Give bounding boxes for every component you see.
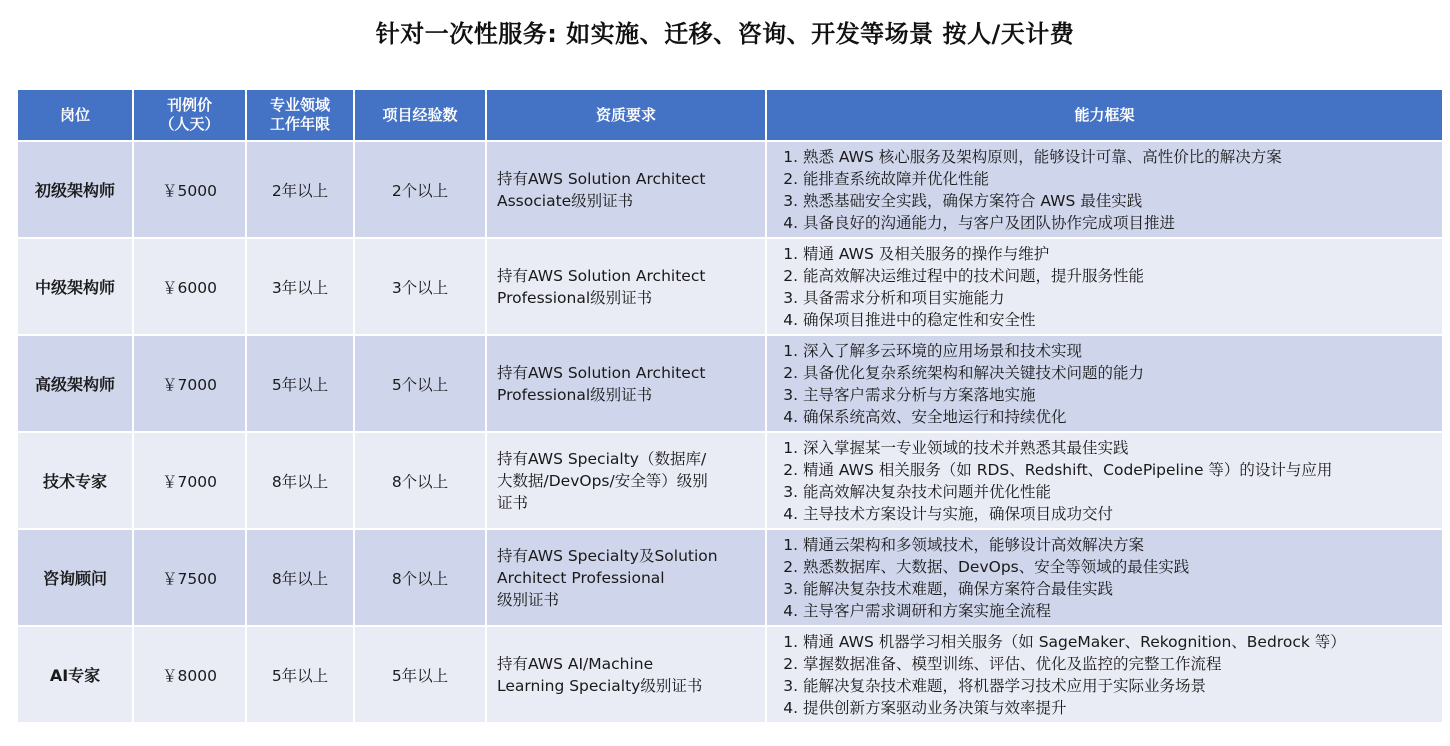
ability-item: 3. 能解决复杂技术难题，确保方案符合最佳实践 — [803, 578, 1432, 600]
table-header-row — [17, 89, 1443, 141]
ability-item: 1. 深入掌握某一专业领域的技术并熟悉其最佳实践 — [803, 437, 1432, 459]
projects-cell: 3个以上 — [354, 238, 486, 335]
price-cell: ￥6000 — [133, 238, 246, 335]
qualification-line: Professional级别证书 — [497, 288, 653, 307]
qualification-line: Professional级别证书 — [497, 385, 653, 404]
table-row — [17, 626, 1443, 723]
ability-item: 4. 提供创新方案驱动业务决策与效率提升 — [803, 697, 1432, 719]
qualification-line: 持有AWS AI/Machine — [497, 654, 654, 673]
ability-item: 1. 熟悉 AWS 核心服务及架构原则，能够设计可靠、高性价比的解决方案 — [803, 146, 1432, 168]
pricing-table — [16, 88, 1444, 724]
ability-item: 4. 主导客户需求调研和方案实施全流程 — [803, 600, 1432, 622]
qualification-line: 持有AWS Specialty及Solution — [497, 546, 718, 565]
years-cell: 3年以上 — [246, 238, 354, 335]
qualification-line: 大数据/DevOps/安全等）级别 — [497, 471, 708, 490]
years-cell: 8年以上 — [246, 432, 354, 529]
qualification-cell — [486, 529, 766, 626]
ability-item: 2. 能高效解决运维过程中的技术问题，提升服务性能 — [803, 265, 1432, 287]
ability-item: 3. 主导客户需求分析与方案落地实施 — [803, 384, 1432, 406]
ability-item: 4. 确保项目推进中的稳定性和安全性 — [803, 309, 1432, 331]
page-title: 针对一次性服务: 如实施、迁移、咨询、开发等场景 按人/天计费 — [375, 20, 1075, 48]
header-years-line2: 工作年限 — [269, 115, 330, 133]
ability-item: 4. 主导技术方案设计与实施，确保项目成功交付 — [803, 503, 1432, 525]
ability-item: 2. 掌握数据准备、模型训练、评估、优化及监控的完整工作流程 — [803, 653, 1432, 675]
qualification-line: 持有AWS Solution Architect — [497, 169, 706, 188]
role-cell: 咨询顾问 — [17, 529, 133, 626]
role-cell: 中级架构师 — [17, 238, 133, 335]
qualification-cell — [486, 141, 766, 238]
header-qualification: 资质要求 — [486, 89, 766, 141]
table-row — [17, 335, 1443, 432]
ability-list — [777, 437, 1432, 525]
price-cell: ￥7500 — [133, 529, 246, 626]
qualification-line: 证书 — [497, 493, 529, 512]
table-row — [17, 432, 1443, 529]
projects-cell: 8个以上 — [354, 432, 486, 529]
table-row — [17, 529, 1443, 626]
ability-item: 3. 能高效解决复杂技术问题并优化性能 — [803, 481, 1432, 503]
price-cell: ￥7000 — [133, 432, 246, 529]
ability-cell — [766, 432, 1443, 529]
header-years — [246, 89, 354, 141]
price-cell: ￥5000 — [133, 141, 246, 238]
ability-cell — [766, 529, 1443, 626]
qualification-line: Learning Specialty级别证书 — [497, 676, 703, 695]
role-cell: 初级架构师 — [17, 141, 133, 238]
ability-item: 1. 精通 AWS 及相关服务的操作与维护 — [803, 243, 1432, 265]
ability-list — [777, 243, 1432, 331]
role-cell: 高级架构师 — [17, 335, 133, 432]
ability-item: 4. 确保系统高效、安全地运行和持续优化 — [803, 406, 1432, 428]
role-cell: AI专家 — [17, 626, 133, 723]
ability-cell — [766, 335, 1443, 432]
ability-cell — [766, 626, 1443, 723]
projects-cell: 5个以上 — [354, 335, 486, 432]
ability-item: 3. 能解决复杂技术难题，将机器学习技术应用于实际业务场景 — [803, 675, 1432, 697]
table-row — [17, 238, 1443, 335]
years-cell: 2年以上 — [246, 141, 354, 238]
price-cell: ￥8000 — [133, 626, 246, 723]
ability-item: 1. 深入了解多云环境的应用场景和技术实现 — [803, 340, 1432, 362]
years-cell: 5年以上 — [246, 335, 354, 432]
ability-item: 2. 精通 AWS 相关服务（如 RDS、Redshift、CodePipeline 等）的设计与应用 — [803, 459, 1432, 481]
header-price — [133, 89, 246, 141]
years-cell: 8年以上 — [246, 529, 354, 626]
ability-cell — [766, 238, 1443, 335]
qualification-line: Architect Professional — [497, 568, 665, 587]
table-body — [17, 141, 1443, 723]
ability-item: 2. 能排查系统故障并优化性能 — [803, 168, 1432, 190]
header-price-line1: 刊例价 — [166, 96, 212, 114]
qualification-cell — [486, 238, 766, 335]
role-cell: 技术专家 — [17, 432, 133, 529]
table-row — [17, 141, 1443, 238]
ability-item: 3. 熟悉基础安全实践，确保方案符合 AWS 最佳实践 — [803, 190, 1432, 212]
header-role: 岗位 — [17, 89, 133, 141]
ability-item: 2. 具备优化复杂系统架构和解决关键技术问题的能力 — [803, 362, 1432, 384]
ability-item: 1. 精通 AWS 机器学习相关服务（如 SageMaker、Rekognition、Bedrock 等） — [803, 631, 1432, 653]
ability-cell — [766, 141, 1443, 238]
header-years-line1: 专业领域 — [269, 96, 330, 114]
ability-list — [777, 631, 1432, 719]
qualification-line: 持有AWS Solution Architect — [497, 266, 706, 285]
projects-cell: 2个以上 — [354, 141, 486, 238]
qualification-line: 持有AWS Specialty（数据库/ — [497, 449, 707, 468]
ability-list — [777, 534, 1432, 622]
qualification-line: 持有AWS Solution Architect — [497, 363, 706, 382]
header-ability: 能力框架 — [766, 89, 1443, 141]
ability-item: 1. 精通云架构和多领域技术，能够设计高效解决方案 — [803, 534, 1432, 556]
ability-item: 4. 具备良好的沟通能力，与客户及团队协作完成项目推进 — [803, 212, 1432, 234]
ability-item: 2. 熟悉数据库、大数据、DevOps、安全等领域的最佳实践 — [803, 556, 1432, 578]
qualification-cell — [486, 626, 766, 723]
projects-cell: 5年以上 — [354, 626, 486, 723]
header-projects: 项目经验数 — [354, 89, 486, 141]
ability-list — [777, 146, 1432, 234]
qualification-cell — [486, 432, 766, 529]
qualification-cell — [486, 335, 766, 432]
years-cell: 5年以上 — [246, 626, 354, 723]
ability-list — [777, 340, 1432, 428]
price-cell: ￥7000 — [133, 335, 246, 432]
qualification-line: Associate级别证书 — [497, 191, 634, 210]
header-price-line2: （人天） — [159, 115, 220, 133]
projects-cell: 8个以上 — [354, 529, 486, 626]
qualification-line: 级别证书 — [497, 590, 560, 609]
ability-item: 3. 具备需求分析和项目实施能力 — [803, 287, 1432, 309]
